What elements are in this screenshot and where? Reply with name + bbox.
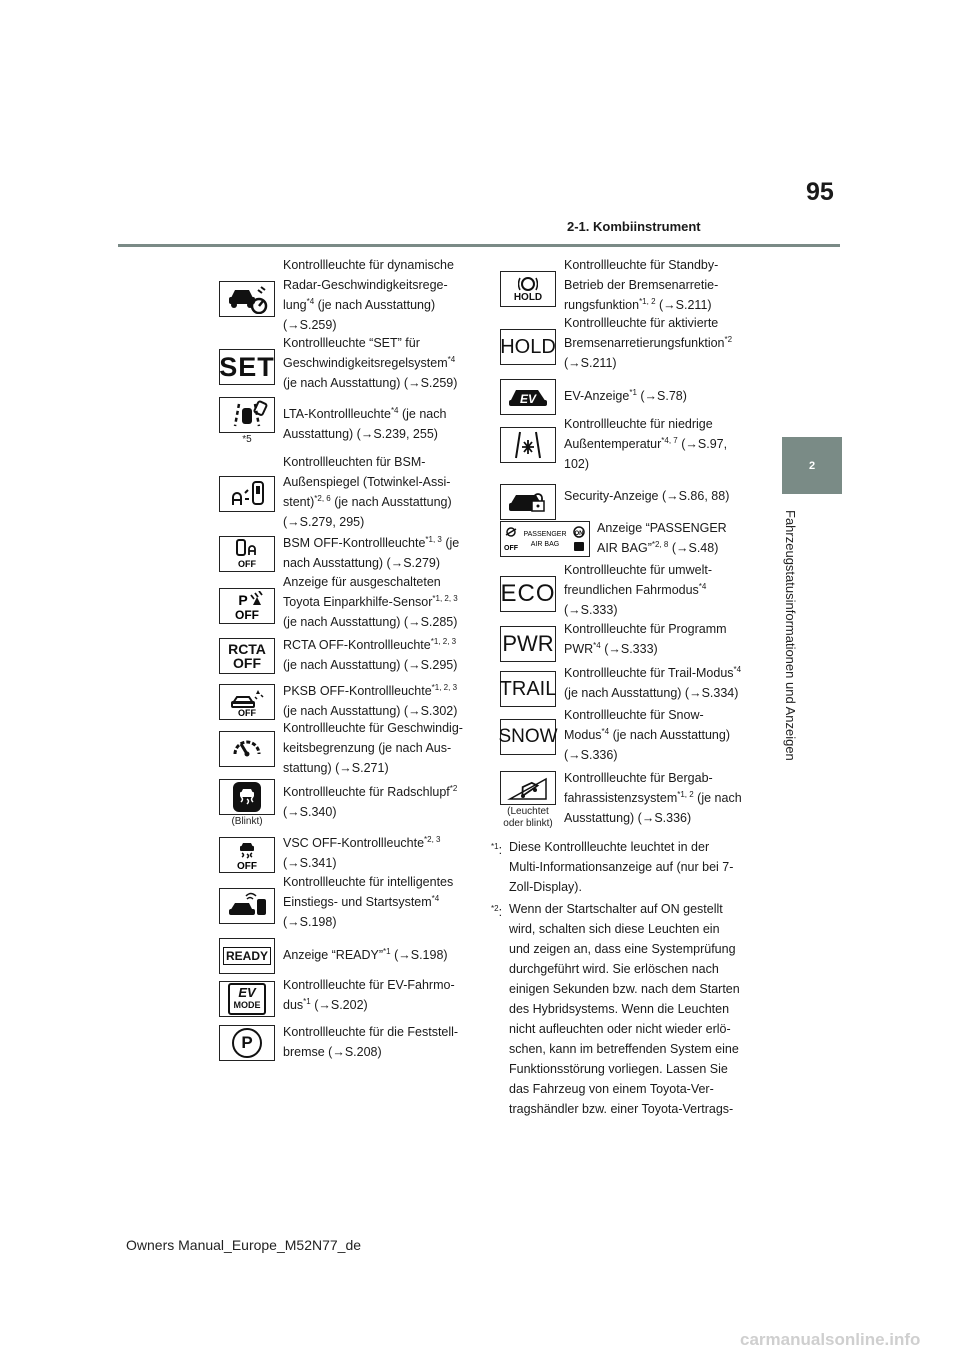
low-temp-icon [500,427,556,463]
rcta-off-text: RCTA OFF-Kontrollleuchte$^{*1, 2, 3}$ (je nach Ausstattung) (→S.295) [283,636,458,672]
vsc-off-icon-box [219,837,275,873]
hold-icon-box [500,329,556,365]
security-text: Security-Anzeige (→S.86, 88) [564,489,730,503]
hold-icon: HOLD [500,329,556,365]
lta-icon [219,397,275,433]
snow-icon-box [500,719,556,755]
ev-icon [500,379,556,415]
eco-icon: ECO [500,576,556,612]
parking-sensor-off-text: Anzeige für ausgeschalteten Toyota Einparkhilfe-Sensor$^{*1, 2, 3}$ (je nach Ausstattung) (→S.285) [283,575,458,629]
bsm-off-text: BSM OFF-Kontrollleuchte$^{*1, 3}$ (je nach Ausstattung) (→S.279) [283,534,460,570]
bsm-off-icon [219,536,275,572]
watermark: carmanualsonline.info [740,1330,921,1349]
set-icon-box [219,349,275,385]
slip-icon-box [219,779,275,828]
ev-text: EV-Anzeige$^{*1}$ (→S.78) [564,387,687,403]
standby-hold-text: Kontrollleuchte für Standby- Betrieb der Bremsenarretie- rungsfunktion$^{*1, 2}$ (→S.211) [564,258,719,312]
bsm-off-icon-box [219,536,275,572]
section-title: 2-1. Kombiinstrument [567,219,701,234]
rcta-off-icon: RCTA OFF [219,638,275,674]
security-icon-box [500,484,556,520]
eco-icon-box [500,576,556,612]
svg-text:OFF: OFF [237,861,257,870]
security-icon [500,484,556,520]
ready-icon: READY [219,938,275,974]
downhill-assist-icon [500,771,556,805]
svg-text:ON: ON [574,531,584,537]
pksb-off-icon [219,684,275,720]
smart-key-icon [219,888,275,924]
pwr-icon: PWR [500,626,556,662]
passenger-airbag-text: Anzeige “PASSENGER AIR BAG”$^{*2, 8}$ (→S.48) [597,521,727,555]
set-icon: SET [219,349,275,385]
smart-key-text: Kontrollleuchte für intelligentes Einstiegs- und Startsystem$^{*4}$ (→S.198) [283,875,454,929]
pksb-off-icon-box [219,684,275,720]
svg-text:OFF: OFF [235,608,259,621]
svg-text:PASSENGER: PASSENGER [523,531,567,538]
footnote-2: $^{*2}$: Wenn der Startschalter auf ON gestellt wird, schalten sich diese Leuchten ein und zeigen an, dass eine Systemprüfung durchgeführt wird. Sie erlöschen nach einigen Sekunden bzw. nach dem Starten des Hybridsystems. Wenn die Leuchten nicht aufleuchten oder nicht wieder erlö- schen, kann im betreffenden System eine Funktionsstörung vorliegen. Lassen Sie das Fahrzeug von einem Toyota-Ver- tragshändler bzw. einer Toyota-Vertrags- [491,902,740,1116]
vsc-off-text: VSC OFF-Kontrollleuchte$^{*2, 3}$ (→S.341) [283,834,441,870]
standby-hold-icon: HOLD [500,271,556,307]
parking-brake-icon-box [219,1025,275,1061]
ev-mode-icon: EV MODE [219,981,275,1017]
smart-key-icon-box [219,888,275,924]
trail-icon: TRAIL [500,671,556,707]
svg-text:P: P [238,592,248,608]
downhill-caption: (Leuchtet oder blinkt) [503,806,553,829]
rcta-off-icon-box [219,638,275,674]
pksb-off-text: PKSB OFF-Kontrollleuchte$^{*1, 2, 3}$ (je nach Ausstattung) (→S.302) [283,682,458,718]
ready-icon-box [219,938,275,974]
lta-icon-box [219,397,275,446]
snow-icon: SNOW [500,719,556,755]
slip-caption: (Blinkt) [231,816,263,827]
parking-sensor-off-icon-box [219,588,275,624]
svg-text:OFF: OFF [504,545,518,552]
svg-text:EV: EV [519,392,537,406]
speed-limiter-text: Kontrollleuchte für Geschwindig- keitsbegrenzung (je nach Aus- stattung) (→S.271) [283,721,463,775]
ev-icon-box [500,379,556,415]
parking-sensor-off-icon [219,588,275,624]
page-number: 95 [806,178,834,206]
svg-text:OFF: OFF [238,708,256,717]
downhill-assist-text: Kontrollleuchte für Bergab- fahrassistenzsystem$^{*1, 2}$ (je nach Ausstattung) (→S.336) [564,771,742,825]
trail-icon-box [500,671,556,707]
chapter-tab[interactable]: 2 [782,437,842,494]
lta-text: LTA-Kontrollleuchte$^{*4}$ (je nach Ausstattung) (→S.239, 255) [283,405,447,441]
footnote-1: $^{*1}$: Diese Kontrollleuchte leuchtet in der Multi-Informationsanzeige auf (nur bei 7- Zoll-Display). [491,840,734,894]
lta-caption: *5 [242,434,252,445]
slip-text: Kontrollleuchte für Radschlupf$^{*2}$ (→S.340) [283,783,458,819]
radar-cruise-text: Kontrollleuchte für dynamische Radar-Geschwindigkeitsrege- lung$^{*4}$ (je nach Ausstattung) (→S.259) [283,258,454,332]
snow-text: Kontrollleuchte für Snow- Modus$^{*4}$ (je nach Ausstattung) (→S.336) [564,708,730,762]
svg-text:AIR BAG: AIR BAG [530,541,560,548]
eco-text: Kontrollleuchte für umwelt- freundlichen Fahrmodus$^{*4}$ (→S.333) [564,563,712,617]
bsm-icon [219,476,275,512]
trail-text: Kontrollleuchte für Trail-Modus$^{*4}$ (je nach Ausstattung) (→S.334) [564,664,742,700]
speed-limiter-icon-box [219,731,275,767]
passenger-airbag-icon-box [500,521,590,557]
parking-brake-text: Kontrollleuchte für die Feststell- bremse (→S.208) [283,1025,459,1059]
vsc-off-icon [219,837,275,873]
pwr-icon-box [500,626,556,662]
downhill-assist-icon-box [500,771,556,830]
radar-cruise-icon [219,281,275,317]
ready-text: Anzeige “READY”$^{*1}$ (→S.198) [283,946,448,962]
pwr-text: Kontrollleuchte für Programm PWR$^{*4}$ (→S.333) [564,622,727,656]
ev-mode-text: Kontrollleuchte für EV-Fahrmo- dus$^{*1}$ (→S.202) [283,978,455,1012]
parking-brake-icon: P [219,1025,275,1061]
chapter-title-vertical: Fahrzeugstatusinformationen und Anzeigen [783,510,798,761]
speed-limiter-icon [219,731,275,767]
slip-icon [219,779,275,815]
svg-text:OFF: OFF [238,559,256,569]
passenger-airbag-icon [500,521,590,557]
set-text: Kontrollleuchte “SET” für Geschwindigkeitsregelsystem$^{*4}$ (je nach Ausstattung) (→S.259) [283,336,458,390]
standby-hold-icon-box [500,271,556,307]
hold-text: Kontrollleuchte für aktivierte Bremsenarretierungsfunktion$^{*2}$ (→S.211) [564,316,733,370]
radar-cruise-icon-box [219,281,275,317]
low-temp-text: Kontrollleuchte für niedrige Außentemperatur$^{*4, 7}$ (→S.97, 102) [564,417,728,471]
bsm-text: Kontrollleuchten für BSM- Außenspiegel (Totwinkel-Assi- stent)$^{*2, 6}$ (je nach Ausstattung) (→S.279, 295) [283,455,452,529]
ev-mode-icon-box [219,981,275,1017]
bsm-icon-box [219,476,275,512]
header-rule [118,244,840,247]
low-temp-icon-box [500,427,556,463]
footer-text: Owners Manual_Europe_M52N77_de [126,1237,362,1253]
